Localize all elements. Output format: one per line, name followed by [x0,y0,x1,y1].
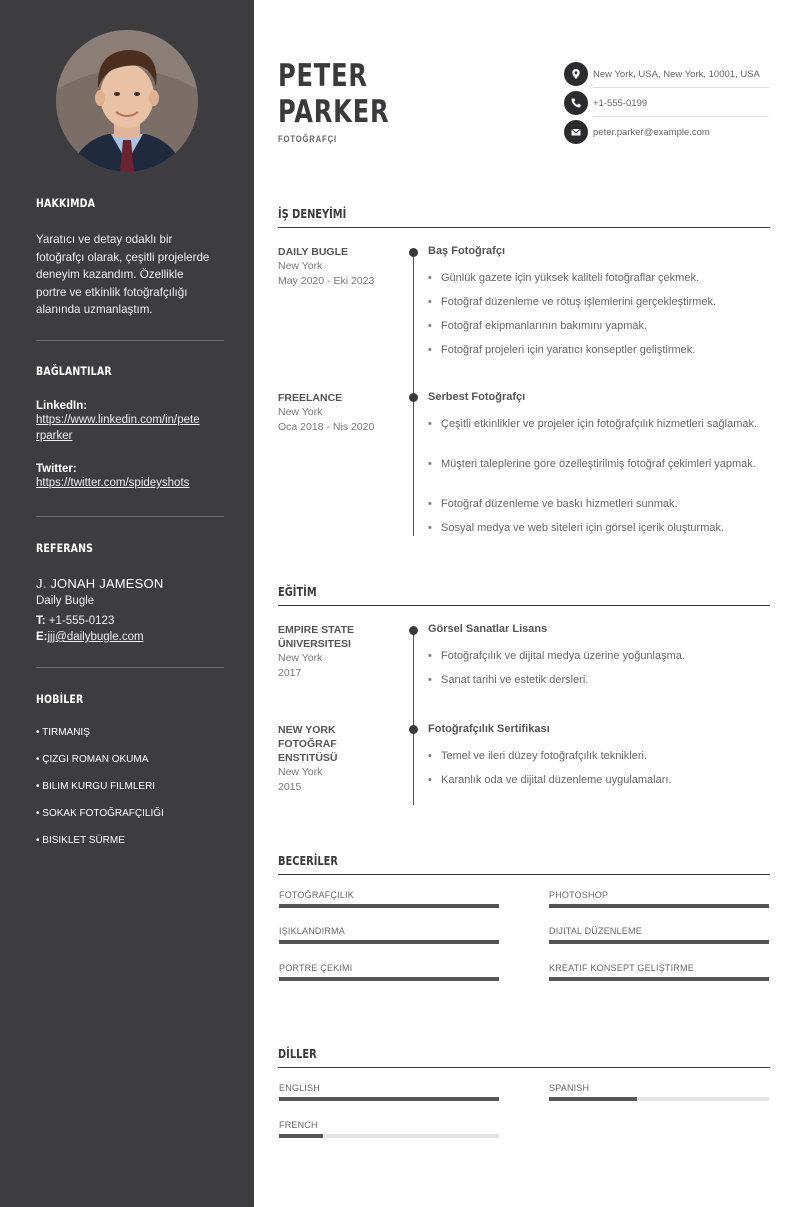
reference-heading: REFERANS [36,541,94,555]
section-rule [278,874,770,875]
reference-phone-label: T: [36,615,46,627]
skill-label: FOTOĞRAFÇILIK [279,890,354,900]
skill-track [279,904,499,908]
skill-label: DIJITAL DÜZENLEME [549,926,642,936]
links-section [36,364,224,378]
twitter-link[interactable]: https://twitter.com/spideyshots [36,477,190,489]
language-bar [279,1120,499,1130]
hobbies-list [36,727,224,857]
skill-track [549,940,769,944]
about-text [36,231,224,319]
twitter-block [36,463,224,491]
reference-phone: +1-555-0123 [48,615,115,627]
experience-org: DAILY BUGLE [278,246,349,258]
education-location: New York [278,652,323,664]
linkedin-url-line[interactable]: https://www.linkedin.com/in/pete [36,414,200,426]
linkedin-url-line[interactable]: rparker [36,430,73,442]
section-rule [278,605,770,606]
linkedin-link[interactable] [36,412,224,444]
education-org-line: EMPIRE STATE [278,624,355,636]
hobbies-heading: HOBİLER [36,692,84,706]
experience-location: New York [278,406,323,418]
linkedin-label: LinkedIn: [36,400,88,412]
skill-fill [279,940,499,944]
education-org-line: FOTOĞRAF [278,738,337,750]
about-line: fotoğrafçı olarak, çeşitli projelerde [36,250,210,264]
hobby-item: • ÇIZGI ROMAN OKUMA [36,754,149,765]
language-track [279,1097,499,1101]
reference-block [36,576,224,645]
divider [36,340,224,341]
hobby-item: • SOKAK FOTOĞRAFÇILIĞI [36,808,164,819]
experience-location: New York [278,260,323,272]
education-timeline [413,630,414,805]
about-heading: HAKKIMDA [36,196,96,210]
experience-heading: İŞ DENEYİMİ [278,207,347,221]
skills-heading: BECERİLER [278,854,338,868]
language-fill [279,1134,323,1138]
contact-email-row [564,120,769,146]
skill-track [549,904,769,908]
about-line: deneyim kazandım. Özellikle [36,268,184,281]
experience-role: Serbest Fotoğrafçı [428,391,526,403]
hobby-item: • BILIM KURGU FILMLERI [36,781,156,792]
skill-fill [549,977,769,981]
education-year: 2017 [278,667,302,679]
portrait-illustration [56,30,198,172]
experience-org: FREELANCE [278,392,343,404]
skill-bar [549,890,769,900]
about-line: portre ve etkinlik fotoğrafçılığı [36,285,188,299]
envelope-icon [564,120,588,144]
skill-label: PHOTOSHOP [549,890,609,900]
timeline-dot [409,725,418,734]
contact-email[interactable]: peter.parker@example.com [593,127,710,138]
skill-bar [279,926,499,936]
education-org-line: ENSTITÜSÜ [278,752,338,764]
education-org-line: NEW YORK [278,724,336,736]
education-bullet: • Fotoğrafçılık ve dijital medya üzerine yoğunlaşma. [428,648,758,664]
skill-bar [279,890,499,900]
experience-bullet: • Çeşitli etkinlikler ve projeler için fotoğrafçılık hizmetleri sağlamak. [428,416,758,432]
education-bullet: • Karanlık oda ve dijital düzenleme uygulamaları. [428,772,758,788]
skill-label: IŞIKLANDIRMA [279,926,345,936]
reference-email[interactable]: jjj@dailybugle.com [47,631,144,643]
languages-heading-block [278,1047,770,1061]
skill-track [279,940,499,944]
phone-icon [564,91,588,115]
language-bar [279,1083,499,1093]
education-org [278,623,398,651]
education-org [278,723,398,765]
reference-name: J. JONAH JAMESON [36,576,164,591]
timeline-dot [409,393,418,402]
skill-fill [279,904,499,908]
experience-bullet: • Fotoğraf düzenleme ve baskı hizmetleri sunmak. [428,496,758,512]
skill-bar [549,926,769,936]
job-title: FOTOĞRAFÇI [278,134,337,144]
contact-address-row [564,62,769,88]
experience-heading-block [278,207,770,221]
language-label: ENGLISH [279,1083,320,1093]
experience-role: Baş Fotoğrafçı [428,245,506,257]
education-heading-block [278,585,770,599]
about-line: alanında uzmanlaştım. [36,303,153,316]
reference-email-row [36,629,224,645]
first-name: PETER [278,58,368,94]
skill-fill [549,904,769,908]
education-location: New York [278,766,323,778]
linkedin-block [36,400,224,444]
timeline-dot [409,626,418,635]
contact-phone: +1-555-0199 [593,98,648,109]
about-line: Yaratıcı ve detay odaklı bir [36,233,173,246]
education-bullet: • Sanat tarihi ve estetik dersleri. [428,672,758,688]
reference-section [36,541,224,555]
experience-dates: Oca 2018 - Nis 2020 [278,421,375,433]
contact-phone-row [564,91,769,117]
hobby-item: • TIRMANIŞ [36,727,90,738]
twitter-label: Twitter: [36,463,77,475]
skill-track [549,977,769,981]
divider [593,116,769,117]
language-track [279,1134,499,1138]
education-bullet: • Temel ve ileri düzey fotoğrafçılık teknikleri. [428,748,758,764]
contact-address: New York, USA, New York, 10001, USA [593,69,760,80]
profile-photo [56,30,198,172]
skill-track [279,977,499,981]
links-heading: BAĞLANTILAR [36,364,112,378]
about-section [36,196,224,210]
experience-bullet: • Müşteri taleplerine göre özelleştirilmiş fotoğraf çekimleri yapmak. [428,456,758,472]
skill-fill [549,940,769,944]
skills-heading-block [278,854,770,868]
language-fill [549,1097,637,1101]
languages-heading: DİLLER [278,1047,317,1061]
education-degree: Fotoğrafçılık Sertifikası [428,723,550,735]
education-degree: Görsel Sanatlar Lisans [428,623,548,635]
language-fill [279,1097,499,1101]
education-heading: EĞİTİM [278,585,317,599]
divider [36,667,224,668]
skill-bar [279,963,499,973]
hobby-item: • BISIKLET SÜRME [36,835,125,846]
experience-bullet: • Fotoğraf düzenleme ve rötuş işlemlerini gerçekleştirmek. [428,294,758,310]
language-label: FRENCH [279,1120,318,1130]
language-label: SPANISH [549,1083,590,1093]
experience-bullet: • Fotoğraf ekipmanlarının bakımını yapmak. [428,318,758,334]
experience-bullet: • Günlük gazete için yüksek kaliteli fotoğraflar çekmek. [428,270,758,286]
sidebar [0,0,254,1207]
skill-fill [279,977,499,981]
divider [593,87,769,88]
experience-dates: May 2020 - Eki 2023 [278,275,375,287]
section-rule [278,227,770,228]
skill-label: PORTRE ÇEKIMI [279,963,353,973]
experience-bullet: • Fotoğraf projeleri için yaratıcı konseptler geliştirmek. [428,342,758,358]
hobbies-section [36,692,224,706]
language-track [549,1097,769,1101]
language-bar [549,1083,769,1093]
skill-bar [549,963,769,973]
reference-phone-row [36,613,224,629]
reference-email-label: E: [36,631,48,643]
section-rule [278,1067,770,1068]
reference-company: Daily Bugle [36,595,95,607]
skill-label: KREATIF KONSEPT GELIŞTIRME [549,963,694,973]
education-year: 2015 [278,781,302,793]
experience-bullet: • Sosyal medya ve web siteleri için görsel içerik oluşturmak. [428,520,758,536]
education-org-line: ÜNIVERSITESI [278,638,351,650]
location-pin-icon [564,62,588,86]
divider [36,516,224,517]
timeline-dot [409,248,418,257]
last-name: PARKER [278,94,390,130]
